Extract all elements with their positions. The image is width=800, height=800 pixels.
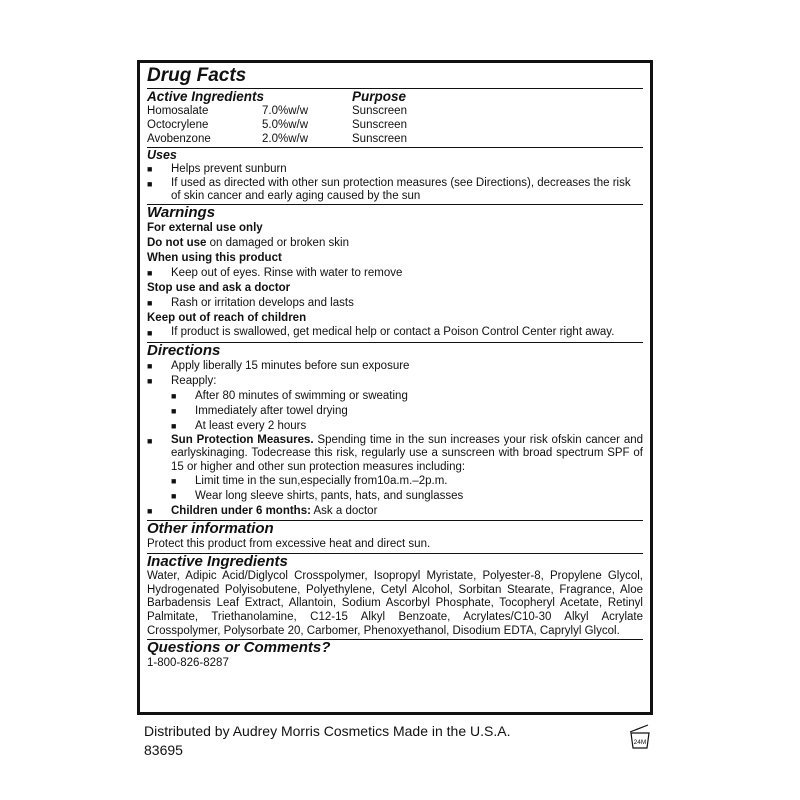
title-section xyxy=(147,65,643,89)
when-using-item: Keep out of eyes. Rinse with water to remove xyxy=(171,267,403,279)
bullet-icon: ■ xyxy=(171,421,177,431)
ingredient-purpose: Sunscreen xyxy=(352,119,407,131)
do-not-use-line xyxy=(147,236,643,251)
uses-item: Helps prevent sunburn xyxy=(171,163,287,175)
list-item xyxy=(147,296,643,311)
ingredient-purpose: Sunscreen xyxy=(352,133,407,145)
phone-number: 1-800-826-8287 xyxy=(147,657,229,670)
bullet-icon: ■ xyxy=(147,179,153,189)
bullet-icon: ■ xyxy=(147,361,153,371)
ingredient-amount: 2.0%w/w xyxy=(262,133,309,145)
ingredient-row xyxy=(147,104,643,118)
list-item xyxy=(147,434,643,474)
inactive-ingredients-heading: Inactive Ingredients xyxy=(147,552,288,570)
bullet-icon: ■ xyxy=(171,406,177,416)
bullet-icon: ■ xyxy=(147,298,153,308)
directions-section xyxy=(147,343,643,521)
reapply-subitem: Immediately after towel drying xyxy=(195,405,348,417)
active-ingredients-section xyxy=(147,89,643,148)
list-item xyxy=(147,389,643,404)
ingredient-name: Avobenzone xyxy=(147,133,211,145)
list-item xyxy=(147,162,643,177)
list-item xyxy=(147,374,643,389)
when-using-heading: When using this product xyxy=(147,252,282,264)
ingredient-row xyxy=(147,118,643,132)
stop-use-item: Rash or irritation develops and lasts xyxy=(171,297,354,309)
uses-heading: Uses xyxy=(147,148,177,162)
bullet-icon: ■ xyxy=(171,490,177,501)
reapply-item: Reapply: xyxy=(171,375,217,387)
reapply-subitem: At least every 2 hours xyxy=(195,420,307,432)
uses-section xyxy=(147,148,643,205)
children-text: Ask a doctor xyxy=(310,504,378,517)
drug-facts-title: Drug Facts xyxy=(147,65,247,86)
pao-label: 24M xyxy=(633,739,647,746)
bullet-icon: ■ xyxy=(147,164,153,174)
apply-item: Apply liberally 15 minutes before sun exposure xyxy=(171,360,410,372)
reapply-subitem: After 80 minutes of swimming or sweating xyxy=(195,390,408,402)
purpose-heading: Purpose xyxy=(352,89,407,104)
other-information-text: Protect this product from excessive heat and direct sun. xyxy=(147,537,431,550)
ingredient-name: Homosalate xyxy=(147,105,209,117)
distributed-by-text: Distributed by Audrey Morris Cosmetics Made in the U.S.A. xyxy=(144,723,511,739)
questions-heading: Questions or Comments? xyxy=(147,639,331,657)
sun-protection-label: Sun Protection Measures. xyxy=(171,434,314,446)
list-item xyxy=(147,177,643,203)
bullet-icon: ■ xyxy=(147,436,153,446)
children-label: Children under 6 months: xyxy=(171,504,311,517)
active-ingredients-heading: Active Ingredients xyxy=(147,89,265,104)
ingredient-row xyxy=(147,132,643,146)
inactive-ingredients-section xyxy=(147,554,643,641)
questions-section xyxy=(147,640,643,671)
list-item xyxy=(147,359,643,374)
other-information-heading: Other information xyxy=(147,519,274,537)
external-use-text: For external use only xyxy=(147,222,263,234)
footer xyxy=(144,722,510,760)
sun-protection-item xyxy=(171,434,643,474)
bullet-icon: ■ xyxy=(147,376,153,386)
list-item xyxy=(147,266,643,281)
keep-out-heading: Keep out of reach of children xyxy=(147,312,307,324)
directions-heading: Directions xyxy=(147,342,221,359)
stop-use-heading: Stop use and ask a doctor xyxy=(147,282,291,294)
period-after-opening-icon xyxy=(626,724,654,750)
ingredient-name: Octocrylene xyxy=(147,119,209,131)
drug-facts-panel xyxy=(137,60,653,715)
uses-item: If used as directed with other sun protection measures (see Directions), decreases the risk of skin cancer and early aging caused by the sun xyxy=(171,177,631,202)
warnings-section xyxy=(147,205,643,343)
list-item xyxy=(147,489,643,504)
bullet-icon: ■ xyxy=(147,268,153,278)
children-item xyxy=(171,504,643,519)
bullet-icon: ■ xyxy=(171,391,177,401)
list-item xyxy=(147,504,643,519)
ingredient-purpose: Sunscreen xyxy=(352,105,407,117)
sun-protection-subitem: Wear long sleeve shirts, pants, hats, and sunglasses xyxy=(195,489,464,502)
sun-protection-subitem: Limit time in the sun,especially from10a.m.–2p.m. xyxy=(195,474,448,487)
bullet-icon: ■ xyxy=(147,328,153,338)
list-item xyxy=(147,474,643,489)
keep-out-item: If product is swallowed, get medical help or contact a Poison Control Center right away. xyxy=(171,326,615,338)
sun-protection-text: Spending time in the sun increases your risk ofskin cancer and earlyskinaging. Todecrease this risk, regularly use a sunscreen with broad spectrum SPF of 15 or higher and other sun protection measures including: xyxy=(171,434,644,473)
do-not-use-label: Do not use xyxy=(147,237,207,249)
active-ingredients-header xyxy=(147,89,643,104)
inactive-ingredients-text: Water, Adipic Acid/Diglycol Crosspolymer, Isopropyl Myristate, Polyester-8, Propylene Glycol, Hydrogenated Polyisobutene, Polyethylene, Cetyl Alcohol, Sorbitan Stearate, Fragrance, Aloe Barbadensis Leaf Extract, Allantoin, Sodium Ascorbyl Phosphate, Tocopheryl Acetate, Retinyl Palmitate, Triethanolamine, C12-15 Alkyl Benzoate, Acrylates/C10-30 Alkyl Acrylate Crosspolymer, Polysorbate 20, Carbomer, Phenoxyethanol, Disodium EDTA, Caprylyl Glycol. xyxy=(147,569,643,637)
ingredient-amount: 5.0%w/w xyxy=(262,119,309,131)
list-item xyxy=(147,419,643,434)
list-item xyxy=(147,404,643,419)
list-item xyxy=(147,326,643,341)
bullet-icon: ■ xyxy=(147,505,153,516)
do-not-use-text: on damaged or broken skin xyxy=(206,237,349,249)
bullet-icon: ■ xyxy=(171,475,177,486)
ingredient-amount: 7.0%w/w xyxy=(262,105,309,117)
warnings-heading: Warnings xyxy=(147,204,216,221)
product-code: 83695 xyxy=(144,742,183,758)
other-information-section xyxy=(147,521,643,554)
